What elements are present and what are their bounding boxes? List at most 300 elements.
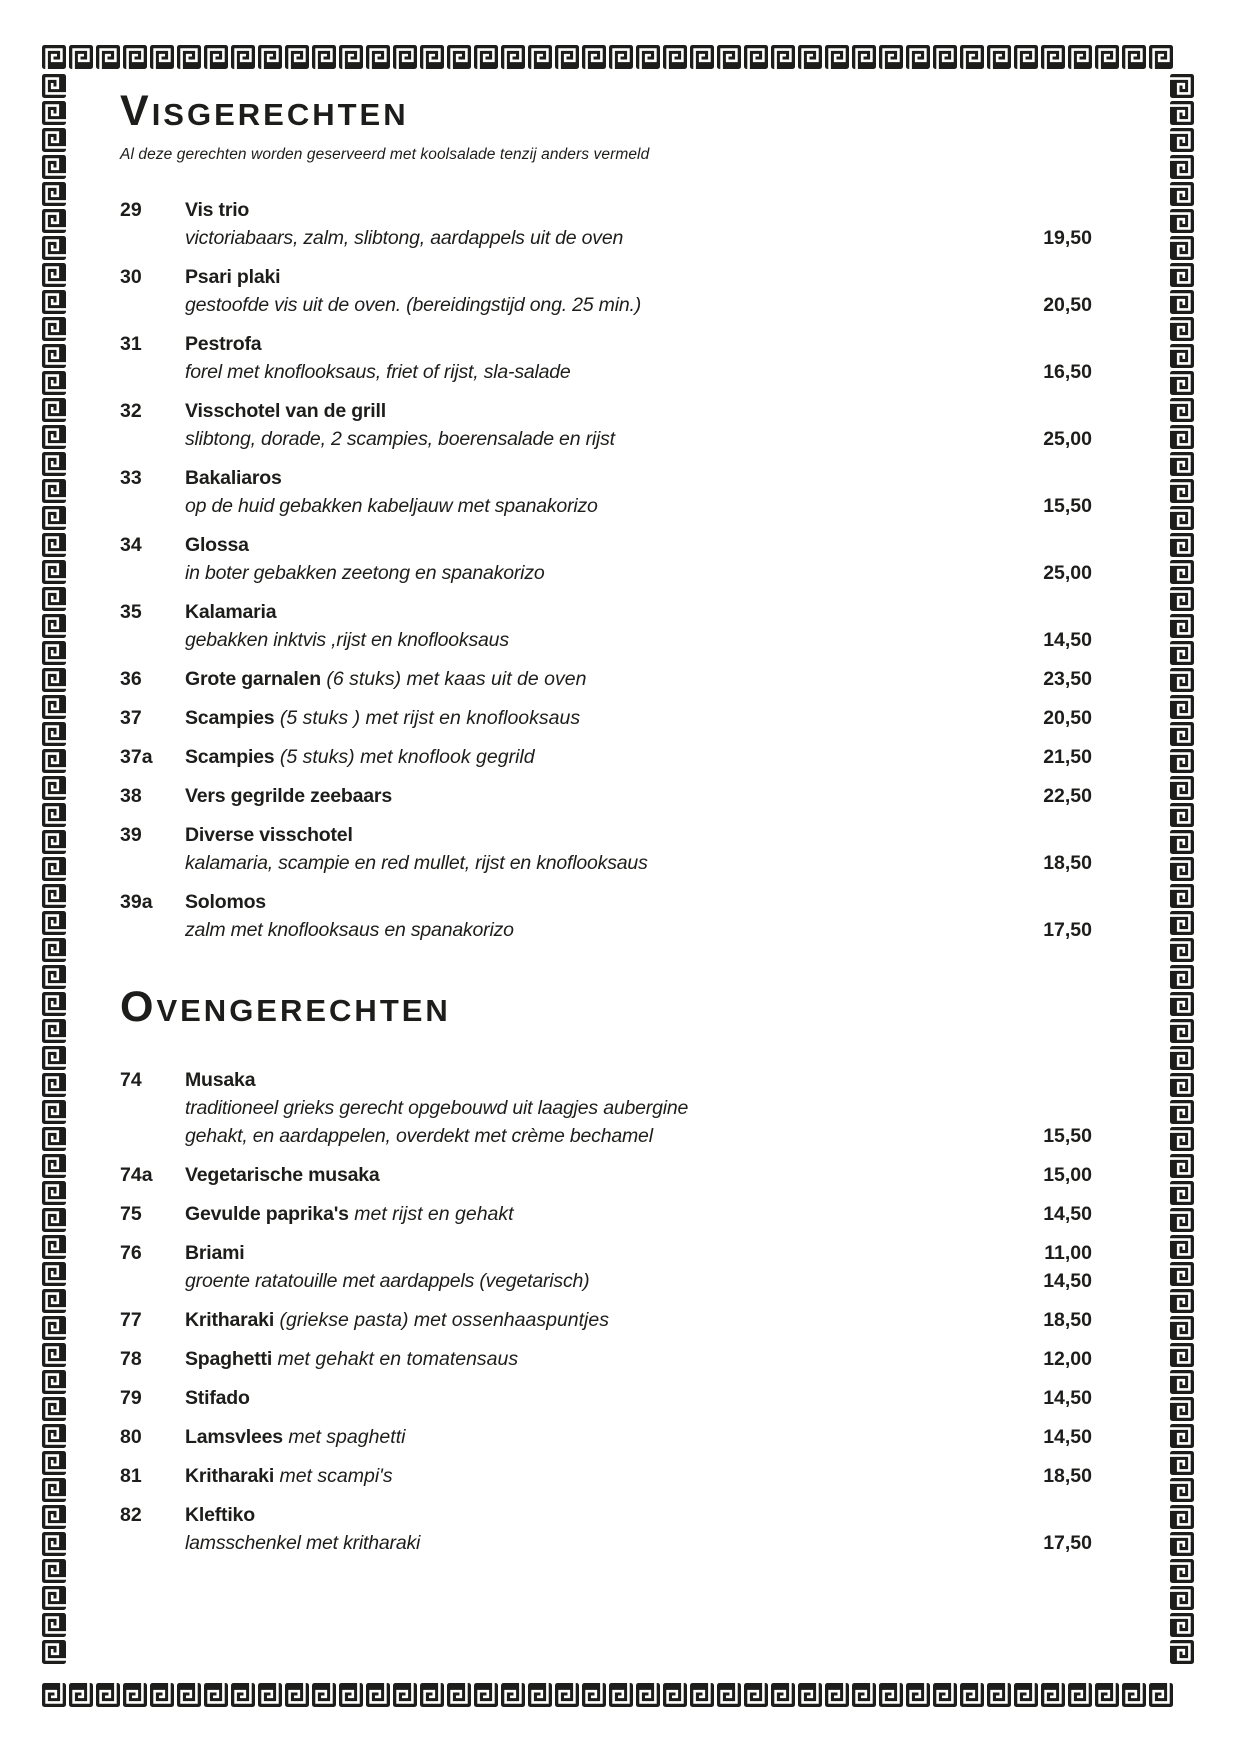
greek-key-meander-icon <box>1170 1343 1194 1367</box>
greek-key-meander-icon <box>42 1289 66 1313</box>
greek-key-meander-icon <box>906 45 930 69</box>
item-number: 79 <box>120 1387 142 1409</box>
item-prices <box>982 1345 1092 1373</box>
item-content <box>185 1306 982 1334</box>
item-description: gehakt, en aardappelen, overdekt met crème bechamel <box>185 1125 653 1147</box>
item-price: 14,50 <box>1043 1203 1092 1225</box>
item-content <box>185 821 982 877</box>
greek-key-meander-icon <box>339 45 363 69</box>
item-prices <box>982 1306 1092 1334</box>
greek-key-meander-icon <box>42 668 66 692</box>
item-content <box>185 397 982 453</box>
item-content <box>185 598 982 654</box>
greek-key-meander-icon <box>1170 1586 1194 1610</box>
greek-key-meander-icon <box>42 182 66 206</box>
item-name-line <box>185 1462 982 1490</box>
greek-key-meander-icon <box>42 776 66 800</box>
menu-item-row <box>120 888 1092 944</box>
greek-key-meander-icon <box>42 290 66 314</box>
greek-key-meander-icon <box>42 1397 66 1421</box>
greek-key-meander-icon <box>42 155 66 179</box>
greek-key-meander-icon <box>42 560 66 584</box>
greek-key-meander-icon <box>663 1683 687 1707</box>
greek-key-meander-icon <box>960 45 984 69</box>
greek-key-meander-icon <box>42 1343 66 1367</box>
greek-key-meander-icon <box>1170 1181 1194 1205</box>
item-name-line <box>185 821 982 849</box>
item-name-line <box>185 1384 982 1412</box>
item-content <box>185 1384 982 1412</box>
item-prices <box>982 397 1092 453</box>
item-prices <box>982 665 1092 693</box>
item-description: zalm met knoflooksaus en spanakorizo <box>185 919 514 941</box>
greek-key-meander-icon <box>42 722 66 746</box>
greek-key-meander-icon <box>987 1683 1011 1707</box>
greek-key-meander-icon <box>798 1683 822 1707</box>
greek-key-meander-icon <box>42 1478 66 1502</box>
greek-key-meander-icon <box>879 45 903 69</box>
greek-key-meander-icon <box>393 45 417 69</box>
menu-item-row <box>120 821 1092 877</box>
item-description: kalamaria, scampie en red mullet, rijst en knoflooksaus <box>185 852 648 874</box>
item-content <box>185 196 982 252</box>
section-subtitle: Al deze gerechten worden geserveerd met koolsalade tenzij anders vermeld <box>120 146 650 163</box>
greek-key-meander-icon <box>1170 1289 1194 1313</box>
greek-key-meander-icon <box>906 1683 930 1707</box>
item-content <box>185 743 982 771</box>
item-prices <box>982 598 1092 654</box>
greek-key-meander-icon <box>42 128 66 152</box>
menu-item-row <box>120 1066 1092 1150</box>
item-price: 17,50 <box>1043 1532 1092 1554</box>
item-name: Musaka <box>185 1069 256 1091</box>
item-number: 39 <box>120 824 142 846</box>
item-name: Bakaliaros <box>185 467 282 489</box>
greek-key-meander-icon <box>501 45 525 69</box>
greek-key-meander-icon <box>771 45 795 69</box>
menu-item-row <box>120 1423 1092 1451</box>
item-prices <box>982 704 1092 732</box>
item-name: Diverse visschotel <box>185 824 353 846</box>
item-content <box>185 1239 982 1295</box>
menu-item-row <box>120 263 1092 319</box>
greek-key-meander-icon <box>1170 1073 1194 1097</box>
item-price: 15,00 <box>1043 1164 1092 1186</box>
greek-key-meander-icon <box>1170 1451 1194 1475</box>
item-description: in boter gebakken zeetong en spanakorizo <box>185 562 545 584</box>
greek-key-meander-icon <box>42 1127 66 1151</box>
item-price: 14,50 <box>1043 1387 1092 1409</box>
greek-key-meander-icon <box>1170 1235 1194 1259</box>
item-description: gebakken inktvis ,rijst en knoflooksaus <box>185 629 509 651</box>
item-description: traditioneel grieks gerecht opgebouwd uit laagjes aubergine <box>185 1097 689 1119</box>
greek-key-meander-icon <box>933 1683 957 1707</box>
item-prices <box>982 782 1092 810</box>
item-name-line <box>185 397 982 425</box>
item-number: 81 <box>120 1465 142 1487</box>
greek-key-meander-icon <box>1170 182 1194 206</box>
greek-key-meander-icon <box>1170 317 1194 341</box>
greek-key-meander-icon <box>177 45 201 69</box>
greek-key-meander-icon <box>42 587 66 611</box>
greek-key-meander-icon <box>339 1683 363 1707</box>
greek-key-border-left <box>42 74 68 1680</box>
greek-key-meander-icon <box>501 1683 525 1707</box>
greek-key-meander-icon <box>42 1586 66 1610</box>
item-prices <box>982 1501 1092 1557</box>
item-content <box>185 665 982 693</box>
item-name-suffix: (6 stuks) met kaas uit de oven <box>320 668 587 690</box>
item-name: Grote garnalen <box>185 668 321 690</box>
greek-key-meander-icon <box>1170 749 1194 773</box>
greek-key-meander-icon <box>42 857 66 881</box>
greek-key-meander-icon <box>42 749 66 773</box>
greek-key-meander-icon <box>1170 1316 1194 1340</box>
item-content <box>185 888 982 944</box>
item-price: 17,50 <box>1043 919 1092 941</box>
greek-key-border-top <box>42 45 1196 71</box>
greek-key-meander-icon <box>717 45 741 69</box>
greek-key-meander-icon <box>1170 155 1194 179</box>
item-name: Scampies <box>185 746 275 768</box>
greek-key-meander-icon <box>42 506 66 530</box>
greek-key-meander-icon <box>1170 533 1194 557</box>
greek-key-meander-icon <box>312 1683 336 1707</box>
greek-key-meander-icon <box>474 45 498 69</box>
item-price: 14,50 <box>1043 1270 1092 1292</box>
item-name-line <box>185 1200 982 1228</box>
greek-key-meander-icon <box>1170 236 1194 260</box>
item-name-line <box>185 263 982 291</box>
item-number: 74 <box>120 1069 142 1091</box>
greek-key-meander-icon <box>744 45 768 69</box>
greek-key-meander-icon <box>96 1683 120 1707</box>
item-price: 18,50 <box>1043 852 1092 874</box>
greek-key-meander-icon <box>1170 587 1194 611</box>
greek-key-meander-icon <box>1014 1683 1038 1707</box>
menu-item-row <box>120 782 1092 810</box>
greek-key-meander-icon <box>42 938 66 962</box>
item-prices <box>982 743 1092 771</box>
greek-key-meander-icon <box>42 236 66 260</box>
item-price: 21,50 <box>1043 746 1092 768</box>
greek-key-meander-icon <box>1041 45 1065 69</box>
greek-key-meander-icon <box>285 45 309 69</box>
item-description: lamsschenkel met kritharaki <box>185 1532 421 1554</box>
greek-key-meander-icon <box>42 344 66 368</box>
greek-key-meander-icon <box>42 1019 66 1043</box>
item-name: Vers gegrilde zeebaars <box>185 785 392 807</box>
greek-key-meander-icon <box>1041 1683 1065 1707</box>
greek-key-meander-icon <box>69 1683 93 1707</box>
greek-key-meander-icon <box>42 533 66 557</box>
greek-key-meander-icon <box>42 1046 66 1070</box>
greek-key-meander-icon <box>42 1073 66 1097</box>
menu-item-row <box>120 598 1092 654</box>
greek-key-meander-icon <box>528 1683 552 1707</box>
item-price: 14,50 <box>1043 1426 1092 1448</box>
greek-key-meander-icon <box>1170 857 1194 881</box>
greek-key-meander-icon <box>852 1683 876 1707</box>
item-name-line <box>185 330 982 358</box>
item-name-line <box>185 782 982 810</box>
greek-key-meander-icon <box>474 1683 498 1707</box>
greek-key-meander-icon <box>636 45 660 69</box>
greek-key-meander-icon <box>42 45 66 69</box>
menu-item-row <box>120 1501 1092 1557</box>
greek-key-meander-icon <box>987 45 1011 69</box>
item-content <box>185 1462 982 1490</box>
item-price: 23,50 <box>1043 668 1092 690</box>
greek-key-meander-icon <box>1170 1424 1194 1448</box>
item-prices <box>982 821 1092 877</box>
greek-key-meander-icon <box>1068 1683 1092 1707</box>
item-description: groente ratatouille met aardappels (vegetarisch) <box>185 1270 590 1292</box>
greek-key-meander-icon <box>366 45 390 69</box>
item-prices <box>982 263 1092 319</box>
greek-key-meander-icon <box>1095 1683 1119 1707</box>
greek-key-meander-icon <box>123 45 147 69</box>
menu-item-row <box>120 1384 1092 1412</box>
greek-key-meander-icon <box>717 1683 741 1707</box>
item-name-line <box>185 598 982 626</box>
item-name-line <box>185 1066 982 1094</box>
greek-key-meander-icon <box>1170 1262 1194 1286</box>
menu-item-row <box>120 704 1092 732</box>
greek-key-meander-icon <box>798 45 822 69</box>
greek-key-meander-icon <box>1170 425 1194 449</box>
greek-key-meander-icon <box>42 1316 66 1340</box>
item-content <box>185 464 982 520</box>
item-name-suffix: met spaghetti <box>282 1426 406 1448</box>
greek-key-meander-icon <box>960 1683 984 1707</box>
greek-key-meander-icon <box>1170 371 1194 395</box>
greek-key-meander-icon <box>447 45 471 69</box>
item-description: forel met knoflooksaus, friet of rijst, sla-salade <box>185 361 571 383</box>
item-name-line <box>185 1306 982 1334</box>
greek-key-meander-icon <box>204 1683 228 1707</box>
greek-key-meander-icon <box>42 803 66 827</box>
greek-key-meander-icon <box>1170 641 1194 665</box>
greek-key-meander-icon <box>933 45 957 69</box>
greek-key-meander-icon <box>42 398 66 422</box>
greek-key-meander-icon <box>582 1683 606 1707</box>
greek-key-meander-icon <box>663 45 687 69</box>
item-name: Scampies <box>185 707 275 729</box>
greek-key-meander-icon <box>1122 45 1146 69</box>
greek-key-meander-icon <box>1170 1154 1194 1178</box>
item-content <box>185 330 982 386</box>
greek-key-meander-icon <box>1170 965 1194 989</box>
greek-key-meander-icon <box>420 45 444 69</box>
greek-key-meander-icon <box>42 1154 66 1178</box>
greek-key-meander-icon <box>42 992 66 1016</box>
item-name-line <box>185 1345 982 1373</box>
greek-key-meander-icon <box>150 45 174 69</box>
greek-key-meander-icon <box>1170 803 1194 827</box>
menu-item-row <box>120 397 1092 453</box>
greek-key-meander-icon <box>879 1683 903 1707</box>
item-price: 25,00 <box>1043 428 1092 450</box>
greek-key-meander-icon <box>1170 506 1194 530</box>
greek-key-meander-icon <box>1149 45 1173 69</box>
item-prices <box>982 531 1092 587</box>
item-name: Kritharaki <box>185 1309 275 1331</box>
greek-key-meander-icon <box>1170 1127 1194 1151</box>
item-prices <box>982 1384 1092 1412</box>
menu-item-row <box>120 743 1092 771</box>
menu-item-row <box>120 1200 1092 1228</box>
greek-key-meander-icon <box>42 1424 66 1448</box>
greek-key-meander-icon <box>1170 74 1194 98</box>
greek-key-border-bottom <box>42 1683 1196 1709</box>
greek-key-meander-icon <box>825 1683 849 1707</box>
item-prices <box>982 1423 1092 1451</box>
item-content <box>185 1066 982 1150</box>
greek-key-meander-icon <box>852 45 876 69</box>
greek-key-meander-icon <box>1149 1683 1173 1707</box>
item-name-line <box>185 743 982 771</box>
greek-key-meander-icon <box>42 317 66 341</box>
greek-key-meander-icon <box>771 1683 795 1707</box>
menu-item-row <box>120 1239 1092 1295</box>
menu-item-row <box>120 464 1092 520</box>
item-name: Briami <box>185 1242 245 1264</box>
greek-key-meander-icon <box>393 1683 417 1707</box>
greek-key-meander-icon <box>42 1262 66 1286</box>
item-description: victoriabaars, zalm, slibtong, aardappels uit de oven <box>185 227 624 249</box>
item-number: 31 <box>120 333 142 355</box>
greek-key-meander-icon <box>42 209 66 233</box>
greek-key-meander-icon <box>204 45 228 69</box>
greek-key-meander-icon <box>366 1683 390 1707</box>
section-items <box>120 1066 1092 1557</box>
greek-key-meander-icon <box>1170 1532 1194 1556</box>
item-name: Kleftiko <box>185 1504 255 1526</box>
greek-key-meander-icon <box>690 1683 714 1707</box>
item-price: 14,50 <box>1043 629 1092 651</box>
greek-key-meander-icon <box>42 425 66 449</box>
greek-key-meander-icon <box>42 1505 66 1529</box>
item-name-suffix: (5 stuks ) met rijst en knoflooksaus <box>274 707 581 729</box>
greek-key-meander-icon <box>258 1683 282 1707</box>
item-name-line <box>185 1161 982 1189</box>
greek-key-meander-icon <box>42 371 66 395</box>
item-name: Spaghetti <box>185 1348 273 1370</box>
item-name-line <box>185 464 982 492</box>
greek-key-meander-icon <box>1170 1370 1194 1394</box>
item-price: 15,50 <box>1043 495 1092 517</box>
greek-key-meander-icon <box>555 1683 579 1707</box>
greek-key-meander-icon <box>690 45 714 69</box>
item-number: 77 <box>120 1309 142 1331</box>
greek-key-meander-icon <box>528 45 552 69</box>
greek-key-meander-icon <box>609 45 633 69</box>
item-price: 18,50 <box>1043 1465 1092 1487</box>
item-price: 22,50 <box>1043 785 1092 807</box>
item-number: 37 <box>120 707 142 729</box>
greek-key-meander-icon <box>1170 911 1194 935</box>
greek-key-meander-icon <box>42 1451 66 1475</box>
greek-key-meander-icon <box>825 45 849 69</box>
greek-key-meander-icon <box>1170 1397 1194 1421</box>
greek-key-meander-icon <box>42 1208 66 1232</box>
greek-key-meander-icon <box>42 641 66 665</box>
greek-key-meander-icon <box>285 1683 309 1707</box>
greek-key-meander-icon <box>1170 1613 1194 1637</box>
greek-key-meander-icon <box>1170 128 1194 152</box>
greek-key-meander-icon <box>1170 263 1194 287</box>
item-prices <box>982 1161 1092 1189</box>
greek-key-meander-icon <box>1170 695 1194 719</box>
greek-key-meander-icon <box>636 1683 660 1707</box>
item-name-line <box>185 531 982 559</box>
greek-key-meander-icon <box>42 101 66 125</box>
item-number: 36 <box>120 668 142 690</box>
item-number: 29 <box>120 199 142 221</box>
item-name-suffix: met rijst en gehakt <box>348 1203 514 1225</box>
item-content <box>185 1161 982 1189</box>
greek-key-meander-icon <box>42 1683 66 1707</box>
greek-key-meander-icon <box>42 1613 66 1637</box>
greek-key-meander-icon <box>744 1683 768 1707</box>
greek-key-meander-icon <box>1170 668 1194 692</box>
item-name: Kritharaki <box>185 1465 275 1487</box>
item-prices <box>982 464 1092 520</box>
greek-key-meander-icon <box>447 1683 471 1707</box>
greek-key-meander-icon <box>1014 45 1038 69</box>
item-name: Visschotel van de grill <box>185 400 386 422</box>
item-name-line <box>185 1501 982 1529</box>
greek-key-meander-icon <box>231 1683 255 1707</box>
greek-key-meander-icon <box>1170 1019 1194 1043</box>
greek-key-meander-icon <box>1170 479 1194 503</box>
greek-key-meander-icon <box>1170 830 1194 854</box>
greek-key-meander-icon <box>42 1181 66 1205</box>
section-title: OVENGERECHTEN <box>120 983 451 1031</box>
greek-key-meander-icon <box>42 263 66 287</box>
greek-key-meander-icon <box>582 45 606 69</box>
menu-item-row <box>120 531 1092 587</box>
greek-key-meander-icon <box>1170 1559 1194 1583</box>
greek-key-meander-icon <box>42 1532 66 1556</box>
item-name: Pestrofa <box>185 333 262 355</box>
item-number: 75 <box>120 1203 142 1225</box>
item-name-suffix: (griekse pasta) met ossenhaaspuntjes <box>274 1309 609 1331</box>
greek-key-meander-icon <box>42 695 66 719</box>
item-description: op de huid gebakken kabeljauw met spanakorizo <box>185 495 598 517</box>
greek-key-border-right <box>1170 74 1196 1680</box>
item-name: Lamsvlees <box>185 1426 283 1448</box>
item-price: 15,50 <box>1043 1125 1092 1147</box>
item-number: 30 <box>120 266 142 288</box>
greek-key-meander-icon <box>42 1370 66 1394</box>
item-content <box>185 1501 982 1557</box>
item-name-line <box>185 1423 982 1451</box>
item-number: 33 <box>120 467 142 489</box>
greek-key-meander-icon <box>42 1235 66 1259</box>
greek-key-meander-icon <box>123 1683 147 1707</box>
item-name: Kalamaria <box>185 601 277 623</box>
item-price: 12,00 <box>1043 1348 1092 1370</box>
item-description: slibtong, dorade, 2 scampies, boerensalade en rijst <box>185 428 615 450</box>
greek-key-meander-icon <box>1170 992 1194 1016</box>
greek-key-meander-icon <box>1068 45 1092 69</box>
menu-item-row <box>120 665 1092 693</box>
greek-key-meander-icon <box>42 884 66 908</box>
greek-key-meander-icon <box>1170 776 1194 800</box>
item-content <box>185 1200 982 1228</box>
